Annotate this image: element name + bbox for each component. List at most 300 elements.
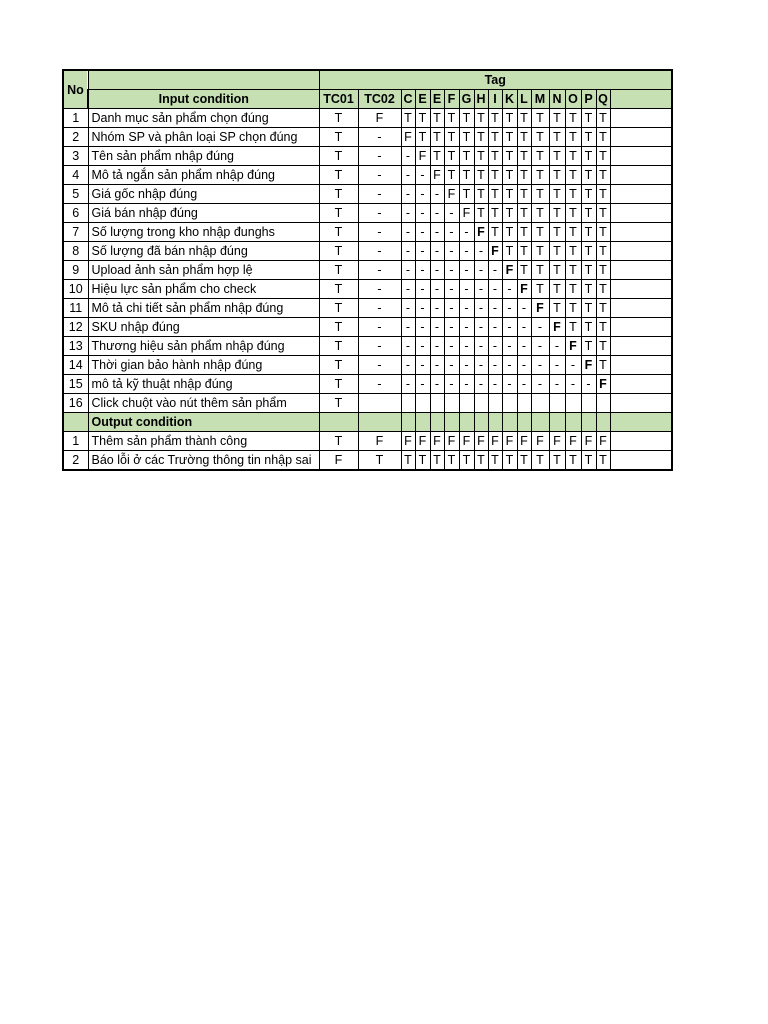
tag-cell: - — [459, 280, 474, 299]
tag-cell: F — [549, 432, 565, 451]
tc01-value: F — [319, 451, 358, 471]
tag-cell: T — [581, 166, 596, 185]
tag-cell — [581, 394, 596, 413]
tag-cell: T — [517, 261, 531, 280]
condition-label: Giá bán nhập đúng — [88, 204, 319, 223]
tag-header-q: Q — [596, 90, 610, 109]
tag-cell: T — [549, 166, 565, 185]
tc02-value: T — [358, 451, 401, 471]
tag-cell: - — [459, 223, 474, 242]
output-section-fill — [444, 413, 459, 432]
row-number: 10 — [63, 280, 88, 299]
table-row — [63, 432, 672, 451]
tc01-value: T — [319, 375, 358, 394]
tag-header-l: L — [517, 90, 531, 109]
tag-cell: T — [531, 242, 549, 261]
row-number: 9 — [63, 261, 88, 280]
tag-cell: - — [549, 337, 565, 356]
output-section-fill — [488, 413, 502, 432]
tag-cell: - — [401, 242, 415, 261]
tag-cell: - — [565, 375, 581, 394]
tag-cell: T — [502, 128, 517, 147]
tag-cell: T — [596, 128, 610, 147]
empty-cell — [610, 394, 672, 413]
tag-cell: T — [531, 204, 549, 223]
condition-label: Hiệu lực sản phẩm cho check — [88, 280, 319, 299]
tc02-value: - — [358, 337, 401, 356]
tag-cell: T — [565, 261, 581, 280]
tag-header-i: I — [488, 90, 502, 109]
tag-cell: - — [502, 299, 517, 318]
row-number: 3 — [63, 147, 88, 166]
tc01-value: T — [319, 432, 358, 451]
tag-cell: T — [444, 166, 459, 185]
tag-cell: F — [531, 299, 549, 318]
tag-cell: - — [401, 280, 415, 299]
tc01-value: T — [319, 128, 358, 147]
tag-cell: - — [430, 242, 444, 261]
output-section-fill — [502, 413, 517, 432]
tag-cell: T — [596, 223, 610, 242]
tag-cell: - — [444, 242, 459, 261]
tag-cell: T — [531, 223, 549, 242]
tag-cell: T — [459, 109, 474, 128]
tag-cell: T — [444, 109, 459, 128]
condition-label: Thời gian bảo hành nhập đúng — [88, 356, 319, 375]
table-row — [63, 356, 672, 375]
tag-cell: F — [444, 185, 459, 204]
condition-label: Mô tả chi tiết sản phẩm nhập đúng — [88, 299, 319, 318]
row-number: 4 — [63, 166, 88, 185]
tag-cell: F — [430, 166, 444, 185]
tc01-value: T — [319, 109, 358, 128]
tc01-value: T — [319, 337, 358, 356]
tag-cell: T — [430, 109, 444, 128]
tag-cell: T — [502, 185, 517, 204]
output-section-fill — [358, 413, 401, 432]
tag-cell — [517, 394, 531, 413]
tag-cell: F — [502, 432, 517, 451]
tag-cell: - — [474, 299, 488, 318]
tag-cell: T — [531, 185, 549, 204]
table-row — [63, 109, 672, 128]
tag-cell: - — [488, 299, 502, 318]
tag-cell: T — [502, 166, 517, 185]
tag-cell: T — [549, 280, 565, 299]
tag-header-blank — [610, 90, 672, 109]
tag-cell: - — [415, 337, 430, 356]
tag-cell: - — [444, 280, 459, 299]
tag-cell: T — [581, 204, 596, 223]
tag-cell: T — [565, 299, 581, 318]
tag-cell: T — [596, 242, 610, 261]
tag-header-f: F — [444, 90, 459, 109]
tag-cell: T — [517, 451, 531, 471]
tag-cell: F — [430, 432, 444, 451]
tag-cell: T — [565, 147, 581, 166]
tag-cell: - — [502, 318, 517, 337]
tag-cell: F — [474, 223, 488, 242]
tag-cell: T — [401, 451, 415, 471]
tag-cell: T — [502, 223, 517, 242]
tag-cell: - — [474, 280, 488, 299]
condition-label: Danh mục sản phẩm chọn đúng — [88, 109, 319, 128]
tc02-value — [358, 394, 401, 413]
tag-cell: - — [415, 185, 430, 204]
tag-cell: T — [444, 147, 459, 166]
tag-cell: - — [444, 318, 459, 337]
tag-cell: T — [596, 185, 610, 204]
tag-cell: - — [488, 318, 502, 337]
empty-cell — [610, 204, 672, 223]
output-section-fill — [319, 413, 358, 432]
output-section-fill — [531, 413, 549, 432]
tag-cell: - — [531, 337, 549, 356]
tag-cell: T — [565, 242, 581, 261]
empty-cell — [610, 280, 672, 299]
tag-cell: T — [488, 451, 502, 471]
tc01-value: T — [319, 223, 358, 242]
condition-label: Upload ảnh sản phẩm hợp lệ — [88, 261, 319, 280]
tag-cell: - — [474, 242, 488, 261]
tag-cell: F — [596, 375, 610, 394]
tag-cell: T — [531, 280, 549, 299]
table-row — [63, 299, 672, 318]
row-number: 16 — [63, 394, 88, 413]
tag-cell: T — [517, 223, 531, 242]
tag-cell — [502, 394, 517, 413]
condition-label: Giá gốc nhập đúng — [88, 185, 319, 204]
tag-header-n: N — [549, 90, 565, 109]
tag-header-e: E — [415, 90, 430, 109]
tc02-value: - — [358, 375, 401, 394]
tag-cell: T — [488, 147, 502, 166]
tag-cell: T — [549, 147, 565, 166]
output-section-blank — [63, 413, 88, 432]
tag-cell: - — [430, 261, 444, 280]
tag-cell: T — [517, 242, 531, 261]
condition-label: mô tả kỹ thuật nhập đúng — [88, 375, 319, 394]
empty-cell — [610, 147, 672, 166]
table-row — [63, 261, 672, 280]
tc02-value: F — [358, 109, 401, 128]
tag-cell: - — [474, 318, 488, 337]
tag-cell: T — [581, 280, 596, 299]
tag-cell: - — [415, 299, 430, 318]
tag-cell — [488, 394, 502, 413]
table-row — [63, 280, 672, 299]
tag-cell: - — [401, 356, 415, 375]
tag-cell: - — [444, 223, 459, 242]
row-number: 2 — [63, 128, 88, 147]
tag-cell: - — [459, 261, 474, 280]
tag-cell: T — [459, 147, 474, 166]
tag-cell: F — [549, 318, 565, 337]
tag-cell: F — [401, 432, 415, 451]
tag-cell: T — [531, 261, 549, 280]
tag-cell: T — [581, 337, 596, 356]
output-section-row — [63, 413, 672, 432]
tag-cell: - — [401, 185, 415, 204]
tag-cell: T — [549, 242, 565, 261]
tc01-header: TC01 — [319, 90, 358, 109]
tag-header-m: M — [531, 90, 549, 109]
empty-cell — [610, 451, 672, 471]
tag-cell: T — [596, 109, 610, 128]
tag-cell: T — [596, 204, 610, 223]
tag-cell: - — [488, 261, 502, 280]
tag-cell: - — [430, 299, 444, 318]
empty-cell — [610, 223, 672, 242]
empty-cell — [610, 128, 672, 147]
tag-cell — [565, 394, 581, 413]
blank-header-cell — [88, 70, 319, 90]
tag-header: Tag — [319, 70, 672, 90]
tag-cell: T — [488, 223, 502, 242]
tag-cell: - — [401, 318, 415, 337]
tag-cell: F — [531, 432, 549, 451]
output-section-fill — [474, 413, 488, 432]
tag-cell: F — [517, 432, 531, 451]
tag-cell: - — [549, 375, 565, 394]
output-section-fill — [415, 413, 430, 432]
tc02-value: - — [358, 299, 401, 318]
tc02-value: - — [358, 261, 401, 280]
tag-cell: - — [517, 356, 531, 375]
condition-label: Click chuột vào nút thêm sản phẩm — [88, 394, 319, 413]
tag-cell: - — [430, 356, 444, 375]
tag-cell: T — [549, 451, 565, 471]
header-row-1 — [63, 70, 672, 90]
tag-cell: T — [531, 451, 549, 471]
tag-cell: T — [415, 451, 430, 471]
tag-cell: - — [474, 261, 488, 280]
tag-cell: T — [474, 147, 488, 166]
table-row — [63, 242, 672, 261]
tag-cell: T — [565, 185, 581, 204]
tag-cell: T — [502, 109, 517, 128]
tag-cell: - — [531, 318, 549, 337]
tag-cell: - — [401, 337, 415, 356]
tag-cell: - — [444, 356, 459, 375]
output-section-fill — [401, 413, 415, 432]
tc02-value: - — [358, 128, 401, 147]
tag-cell: F — [459, 432, 474, 451]
tag-cell: T — [565, 451, 581, 471]
output-section-fill — [459, 413, 474, 432]
row-number: 15 — [63, 375, 88, 394]
tag-cell: - — [502, 375, 517, 394]
tag-cell: T — [565, 128, 581, 147]
tag-cell: - — [430, 223, 444, 242]
tag-cell: T — [596, 451, 610, 471]
tag-cell: - — [430, 318, 444, 337]
tag-cell: T — [517, 185, 531, 204]
table-row — [63, 128, 672, 147]
tc01-value: T — [319, 242, 358, 261]
tc02-value: - — [358, 147, 401, 166]
tag-cell: - — [488, 337, 502, 356]
tag-cell: T — [596, 280, 610, 299]
tag-cell: - — [459, 375, 474, 394]
tag-cell: - — [581, 375, 596, 394]
tag-cell: - — [430, 280, 444, 299]
tag-cell: T — [488, 185, 502, 204]
tag-cell: - — [517, 318, 531, 337]
tag-cell: - — [474, 356, 488, 375]
tag-cell: - — [444, 299, 459, 318]
tag-cell: - — [502, 356, 517, 375]
tag-cell: T — [444, 451, 459, 471]
condition-label: Thương hiệu sản phẩm nhập đúng — [88, 337, 319, 356]
tag-cell: - — [444, 337, 459, 356]
tag-cell: T — [430, 451, 444, 471]
tag-cell: T — [459, 128, 474, 147]
tag-header-g: G — [459, 90, 474, 109]
tag-cell: - — [415, 261, 430, 280]
row-number: 13 — [63, 337, 88, 356]
tag-cell: T — [474, 166, 488, 185]
tag-cell: - — [459, 337, 474, 356]
empty-cell — [610, 185, 672, 204]
tag-cell: - — [444, 204, 459, 223]
tag-cell: F — [581, 356, 596, 375]
tag-cell: T — [549, 204, 565, 223]
tag-cell: T — [565, 109, 581, 128]
tag-cell: - — [430, 204, 444, 223]
tag-cell: T — [581, 109, 596, 128]
table-row — [63, 451, 672, 471]
tag-cell: T — [430, 147, 444, 166]
tag-header-o: O — [565, 90, 581, 109]
output-section-fill — [430, 413, 444, 432]
tag-cell: T — [474, 128, 488, 147]
tag-cell: - — [459, 318, 474, 337]
table-row — [63, 375, 672, 394]
empty-cell — [610, 109, 672, 128]
table-row — [63, 318, 672, 337]
tag-cell: T — [596, 166, 610, 185]
row-number: 2 — [63, 451, 88, 471]
tag-header-k: K — [502, 90, 517, 109]
tag-cell: T — [531, 109, 549, 128]
tag-cell: - — [474, 337, 488, 356]
row-number: 12 — [63, 318, 88, 337]
tag-cell: T — [549, 223, 565, 242]
tag-cell: T — [517, 128, 531, 147]
row-number: 14 — [63, 356, 88, 375]
tc01-value: T — [319, 394, 358, 413]
tag-cell: T — [581, 299, 596, 318]
tag-cell: - — [401, 261, 415, 280]
condition-label: Số lượng trong kho nhập đunghs — [88, 223, 319, 242]
tag-cell: T — [565, 204, 581, 223]
tag-cell: F — [474, 432, 488, 451]
tag-cell: - — [401, 299, 415, 318]
tag-cell: T — [401, 109, 415, 128]
tag-cell: - — [415, 356, 430, 375]
decision-table — [62, 69, 673, 471]
tc01-value: T — [319, 147, 358, 166]
tc02-value: - — [358, 242, 401, 261]
tag-cell: F — [488, 242, 502, 261]
tag-cell — [474, 394, 488, 413]
tag-cell: T — [502, 147, 517, 166]
row-number: 6 — [63, 204, 88, 223]
tag-cell: T — [415, 109, 430, 128]
tag-cell: T — [581, 261, 596, 280]
tag-cell: T — [581, 185, 596, 204]
output-section-fill — [517, 413, 531, 432]
tag-cell — [401, 394, 415, 413]
tag-cell: F — [444, 432, 459, 451]
empty-cell — [610, 261, 672, 280]
tag-cell: T — [415, 128, 430, 147]
table-row — [63, 147, 672, 166]
tc01-value: T — [319, 204, 358, 223]
tag-cell: T — [517, 204, 531, 223]
tag-cell: T — [502, 242, 517, 261]
tc02-value: - — [358, 204, 401, 223]
tag-cell: - — [401, 223, 415, 242]
tag-cell: T — [474, 109, 488, 128]
tag-cell: F — [565, 337, 581, 356]
tag-cell: T — [474, 451, 488, 471]
table-row — [63, 185, 672, 204]
tc02-value: F — [358, 432, 401, 451]
tag-cell: - — [531, 356, 549, 375]
tag-cell: T — [581, 147, 596, 166]
empty-cell — [610, 299, 672, 318]
tag-cell: T — [549, 109, 565, 128]
tag-cell: - — [401, 147, 415, 166]
tc01-value: T — [319, 318, 358, 337]
tag-cell: - — [430, 185, 444, 204]
tag-cell: T — [488, 109, 502, 128]
tag-cell: - — [401, 375, 415, 394]
tag-cell: T — [565, 166, 581, 185]
tag-cell: F — [488, 432, 502, 451]
tag-cell: T — [488, 204, 502, 223]
condition-label: Báo lỗi ở các Trường thông tin nhập sai — [88, 451, 319, 471]
row-number: 1 — [63, 109, 88, 128]
condition-label: Mô tả ngắn sản phẩm nhập đúng — [88, 166, 319, 185]
condition-label: SKU nhập đúng — [88, 318, 319, 337]
condition-label: Thêm sản phẩm thành công — [88, 432, 319, 451]
tag-cell: T — [596, 261, 610, 280]
tag-cell: T — [596, 337, 610, 356]
row-number: 8 — [63, 242, 88, 261]
tag-header-p: P — [581, 90, 596, 109]
tag-header-c: C — [401, 90, 415, 109]
tag-cell: - — [415, 223, 430, 242]
tag-cell: T — [444, 128, 459, 147]
tag-cell: - — [488, 356, 502, 375]
tag-cell: T — [581, 318, 596, 337]
tag-cell: - — [415, 375, 430, 394]
tag-cell: - — [517, 337, 531, 356]
tc01-value: T — [319, 166, 358, 185]
tag-cell: F — [596, 432, 610, 451]
tc02-value: - — [358, 166, 401, 185]
row-number: 5 — [63, 185, 88, 204]
tag-cell: T — [459, 185, 474, 204]
tag-cell: - — [401, 166, 415, 185]
table-row — [63, 394, 672, 413]
tag-cell: F — [581, 432, 596, 451]
tag-cell: T — [596, 299, 610, 318]
row-number: 7 — [63, 223, 88, 242]
